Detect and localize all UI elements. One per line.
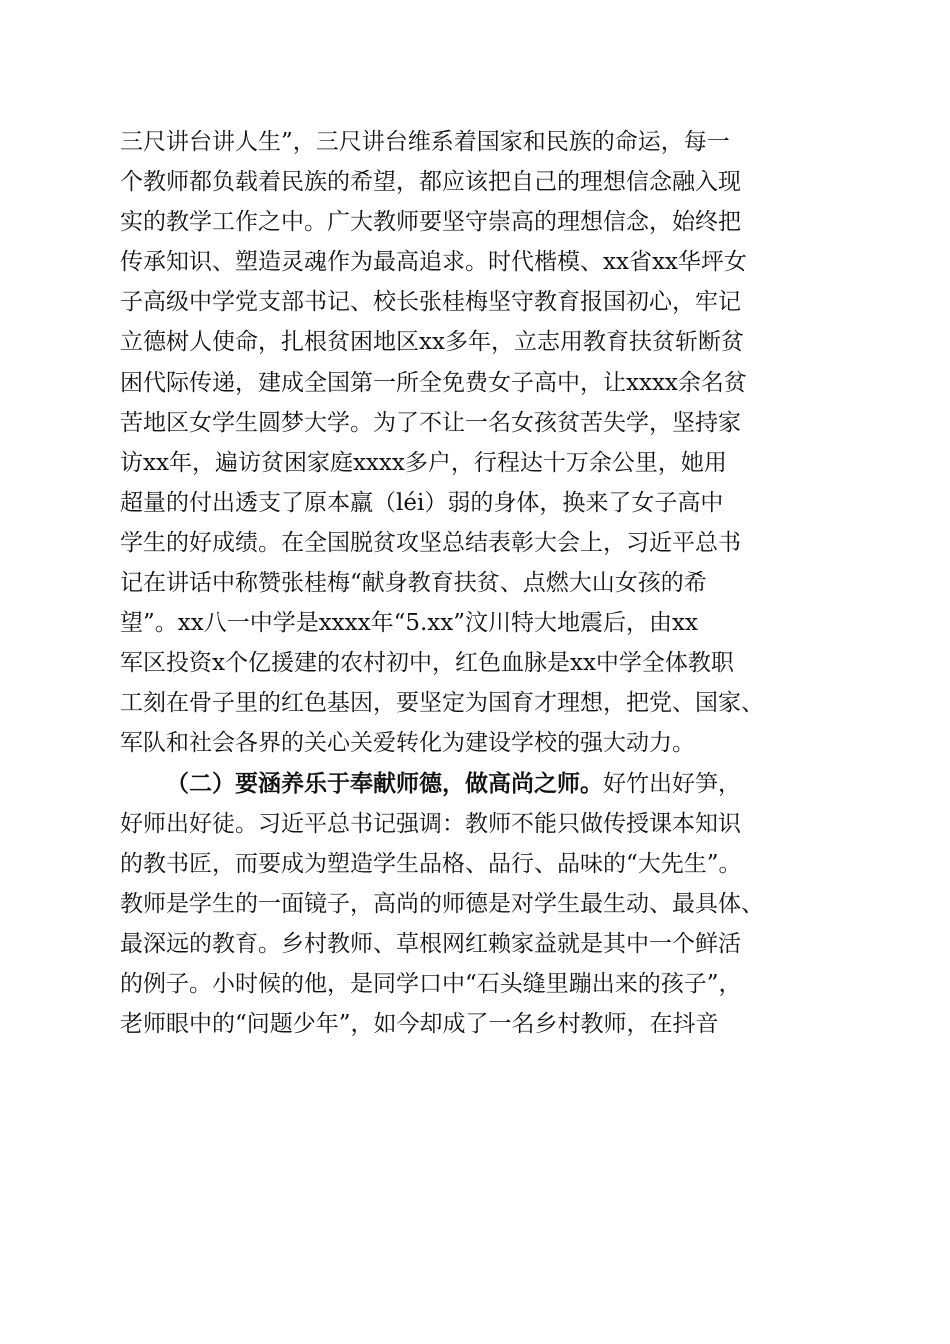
paragraph-2-first-line xyxy=(120,764,840,804)
text-line: 老师眼中的“问题少年”，如今却成了一名乡村教师，在抖音 xyxy=(120,1011,719,1038)
text-line: 困代际传递，建成全国第一所全免费女子高中，让xxxx余名贫 xyxy=(120,369,747,396)
text-line: 超量的付出透支了原本羸（léi）弱的身体，换来了女子高中 xyxy=(120,489,724,516)
text-line: 学生的好成绩。在全国脱贫攻坚总结表彰大会上，习近平总书 xyxy=(120,529,741,556)
text-line: 军队和社会各界的关心关爱转化为建设学校的强大动力。 xyxy=(120,730,695,757)
text-line: 三尺讲台讲人生”，三尺讲台维系着国家和民族的命运，每一 xyxy=(120,129,730,155)
text-line: 苦地区女学生圆梦大学。为了不让一名女孩贫苦失学，坚持家 xyxy=(120,409,741,436)
text-span: 好竹出好笋， xyxy=(603,770,741,797)
text-line: 工刻在骨子里的红色基因，要坚定为国育才理想，把党、国家、 xyxy=(120,690,764,717)
paragraph-1 xyxy=(120,122,840,764)
section-heading: （二）要涵养乐于奉献师德，做高尚之师。 xyxy=(166,769,603,797)
text-line: 教师是学生的一面镜子，高尚的师德是对学生最生动、最具体、 xyxy=(120,890,764,917)
text-line: 军区投资x个亿援建的农村初中，红色血脉是xx中学全体教职 xyxy=(120,650,734,677)
text-line: 记在讲话中称赞张桂梅“献身教育扶贫、点燃大山女孩的希 xyxy=(120,570,707,597)
text-line: 的教书匠，而要成为塑造学生品格、品行、品味的“大先生”。 xyxy=(120,850,742,877)
text-line: 访xx年，遍访贫困家庭xxxx多户，行程达十万余公里，她用 xyxy=(120,449,727,476)
text-line: 个教师都负载着民族的希望，都应该把自己的理想信念融入现 xyxy=(120,169,741,196)
body-text xyxy=(120,122,840,1044)
paragraph-2 xyxy=(120,764,840,1045)
text-line: 好师出好徒。习近平总书记强调：教师不能只做传授课本知识 xyxy=(120,810,741,837)
text-line: 子高级中学党支部书记、校长张桂梅坚守教育报国初心，牢记 xyxy=(120,289,741,316)
text-line: 的例子。小时候的他，是同学口中“石头缝里蹦出来的孩子”， xyxy=(120,970,742,997)
text-line: 立德树人使命，扎根贫困地区xx多年，立志用教育扶贫斩断贫 xyxy=(120,329,744,356)
text-line: 望”。xx八一中学是xxxx年“5.xx”汶川特大地震后，由xx xyxy=(120,610,698,637)
text-line: 传承知识、塑造灵魂作为最高追求。时代楷模、xx省xx华坪女 xyxy=(120,249,747,276)
text-line: 最深远的教育。乡村教师、草根网红赖家益就是其中一个鲜活 xyxy=(120,930,741,957)
text-line: 实的教学工作之中。广大教师要坚守崇高的理想信念，始终把 xyxy=(120,209,741,236)
